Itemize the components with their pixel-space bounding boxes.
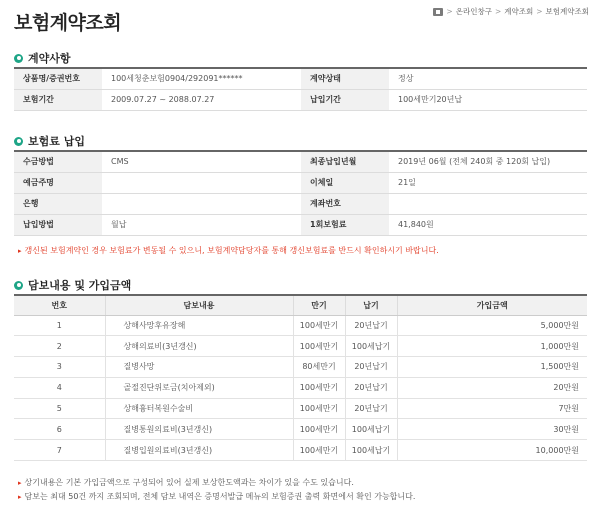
circle-bullet-icon — [14, 137, 23, 146]
table-row — [14, 193, 587, 214]
table-row — [14, 172, 587, 193]
label-collection-method: 수금방법 — [14, 151, 102, 172]
contract-table — [14, 67, 587, 111]
breadcrumb-separator: > — [536, 7, 543, 16]
label-pay-method: 납입방법 — [14, 214, 102, 235]
cell-maturity: 80세만기 — [293, 357, 345, 378]
value-last-paid: 2019년 06월 (전체 240회 중 120회 납입) — [389, 151, 587, 172]
breadcrumb-separator: > — [446, 7, 453, 16]
cell-coverage: 상해사망후유장해 — [105, 315, 293, 336]
coverage-note-text: 담보는 최대 50건 까지 조회되며, 전체 담보 내역은 증명서발급 메뉴의 보험증권 출력 화면에서 확인 가능합니다. — [24, 492, 416, 501]
cell-amount: 20만원 — [397, 377, 587, 398]
coverage-table — [14, 294, 587, 461]
coverage-note-text: 상기내용은 기본 가입금액으로 구성되어 있어 실제 보상한도액과는 차이가 있을 수도 있습니다. — [24, 478, 354, 487]
value-collection-method: CMS — [102, 151, 301, 172]
triangle-right-icon: ▸ — [18, 493, 22, 501]
coverage-note — [18, 491, 415, 502]
col-header-no: 번호 — [14, 295, 105, 315]
cell-no: 3 — [14, 357, 105, 378]
cell-no: 7 — [14, 440, 105, 461]
table-row — [14, 398, 587, 419]
coverage-note — [18, 477, 354, 488]
page-title: 보험계약조회 — [14, 12, 122, 34]
cell-maturity: 100세만기 — [293, 419, 345, 440]
cell-coverage: 상해흉터복원수술비 — [105, 398, 293, 419]
circle-bullet-icon — [14, 281, 23, 290]
cell-pay-term: 20년납기 — [345, 315, 397, 336]
premium-table — [14, 150, 587, 236]
breadcrumb-item-current: 보험계약조회 — [545, 7, 589, 16]
cell-coverage: 질병사망 — [105, 357, 293, 378]
cell-pay-term: 100세납기 — [345, 419, 397, 440]
value-period: 2009.07.27 ~ 2088.07.27 — [102, 89, 301, 110]
value-pay-period: 100세만기20년납 — [389, 89, 587, 110]
table-row — [14, 419, 587, 440]
cell-maturity: 100세만기 — [293, 440, 345, 461]
triangle-right-icon: ▸ — [18, 247, 22, 255]
col-header-pay-term: 납기 — [345, 295, 397, 315]
value-transfer-day: 21일 — [389, 172, 587, 193]
label-transfer-day: 이체일 — [301, 172, 389, 193]
cell-coverage: 상해의료비(3년갱신) — [105, 336, 293, 357]
circle-bullet-icon — [14, 54, 23, 63]
cell-maturity: 100세만기 — [293, 377, 345, 398]
cell-pay-term: 20년납기 — [345, 357, 397, 378]
cell-maturity: 100세만기 — [293, 398, 345, 419]
table-row — [14, 357, 587, 378]
section-title-coverage — [14, 277, 131, 293]
cell-amount: 30만원 — [397, 419, 587, 440]
table-row — [14, 377, 587, 398]
cell-amount: 5,000만원 — [397, 315, 587, 336]
section-title-text: 계약사항 — [28, 52, 71, 65]
value-premium-amount: 41,840원 — [389, 214, 587, 235]
cell-no: 6 — [14, 419, 105, 440]
cell-pay-term: 20년납기 — [345, 377, 397, 398]
col-header-maturity: 만기 — [293, 295, 345, 315]
cell-coverage: 질병통원의료비(3년갱신) — [105, 419, 293, 440]
table-row — [14, 440, 587, 461]
table-row — [14, 336, 587, 357]
value-account-holder — [102, 172, 301, 193]
label-premium-amount: 1회보험료 — [301, 214, 389, 235]
cell-pay-term: 100세납기 — [345, 336, 397, 357]
label-pay-period: 납입기간 — [301, 89, 389, 110]
table-header-row — [14, 295, 587, 315]
cell-no: 1 — [14, 315, 105, 336]
label-bank: 은행 — [14, 193, 102, 214]
table-row — [14, 315, 587, 336]
cell-no: 2 — [14, 336, 105, 357]
value-bank — [102, 193, 301, 214]
section-title-text: 담보내용 및 가입금액 — [28, 279, 132, 292]
label-last-paid: 최종납입년월 — [301, 151, 389, 172]
label-product: 상품명/증권번호 — [14, 68, 102, 89]
renewal-notice-text: 갱신된 보험계약인 경우 보험료가 변동될 수 있으니, 보험계약담당자를 통해 갱신보험료를 반드시 확인하시기 바랍니다. — [24, 246, 439, 255]
cell-no: 4 — [14, 377, 105, 398]
table-row — [14, 68, 587, 89]
cell-pay-term: 20년납기 — [345, 398, 397, 419]
section-title-premium — [14, 133, 85, 149]
cell-maturity: 100세만기 — [293, 336, 345, 357]
table-row — [14, 214, 587, 235]
cell-amount: 1,000만원 — [397, 336, 587, 357]
breadcrumb-separator: > — [494, 7, 502, 16]
table-row — [14, 89, 587, 110]
section-title-text: 보험료 납입 — [28, 135, 85, 148]
cell-maturity: 100세만기 — [293, 315, 345, 336]
cell-coverage: 질병입원의료비(3년갱신) — [105, 440, 293, 461]
cell-no: 5 — [14, 398, 105, 419]
value-pay-method: 월납 — [102, 214, 301, 235]
section-title-contract — [14, 50, 71, 66]
cell-amount: 7만원 — [397, 398, 587, 419]
value-account-number — [389, 193, 587, 214]
cell-pay-term: 100세납기 — [345, 440, 397, 461]
breadcrumb-item-online[interactable]: 온라인창구 — [455, 7, 492, 16]
value-status: 정상 — [389, 68, 587, 89]
label-account-number: 계좌번호 — [301, 193, 389, 214]
table-row — [14, 151, 587, 172]
home-icon[interactable] — [433, 8, 443, 16]
renewal-notice — [18, 245, 439, 256]
label-status: 계약상태 — [301, 68, 389, 89]
cell-amount: 10,000만원 — [397, 440, 587, 461]
label-account-holder: 예금주명 — [14, 172, 102, 193]
breadcrumb — [433, 6, 589, 17]
col-header-amount: 가입금액 — [397, 295, 587, 315]
triangle-right-icon: ▸ — [18, 479, 22, 487]
col-header-coverage: 담보내용 — [105, 295, 293, 315]
breadcrumb-item-contract[interactable]: 계약조회 — [504, 7, 534, 16]
value-product: 100세청춘보험0904/292091****** — [102, 68, 301, 89]
cell-amount: 1,500만원 — [397, 357, 587, 378]
cell-coverage: 골절진단위로금(치아제외) — [105, 377, 293, 398]
label-period: 보험기간 — [14, 89, 102, 110]
